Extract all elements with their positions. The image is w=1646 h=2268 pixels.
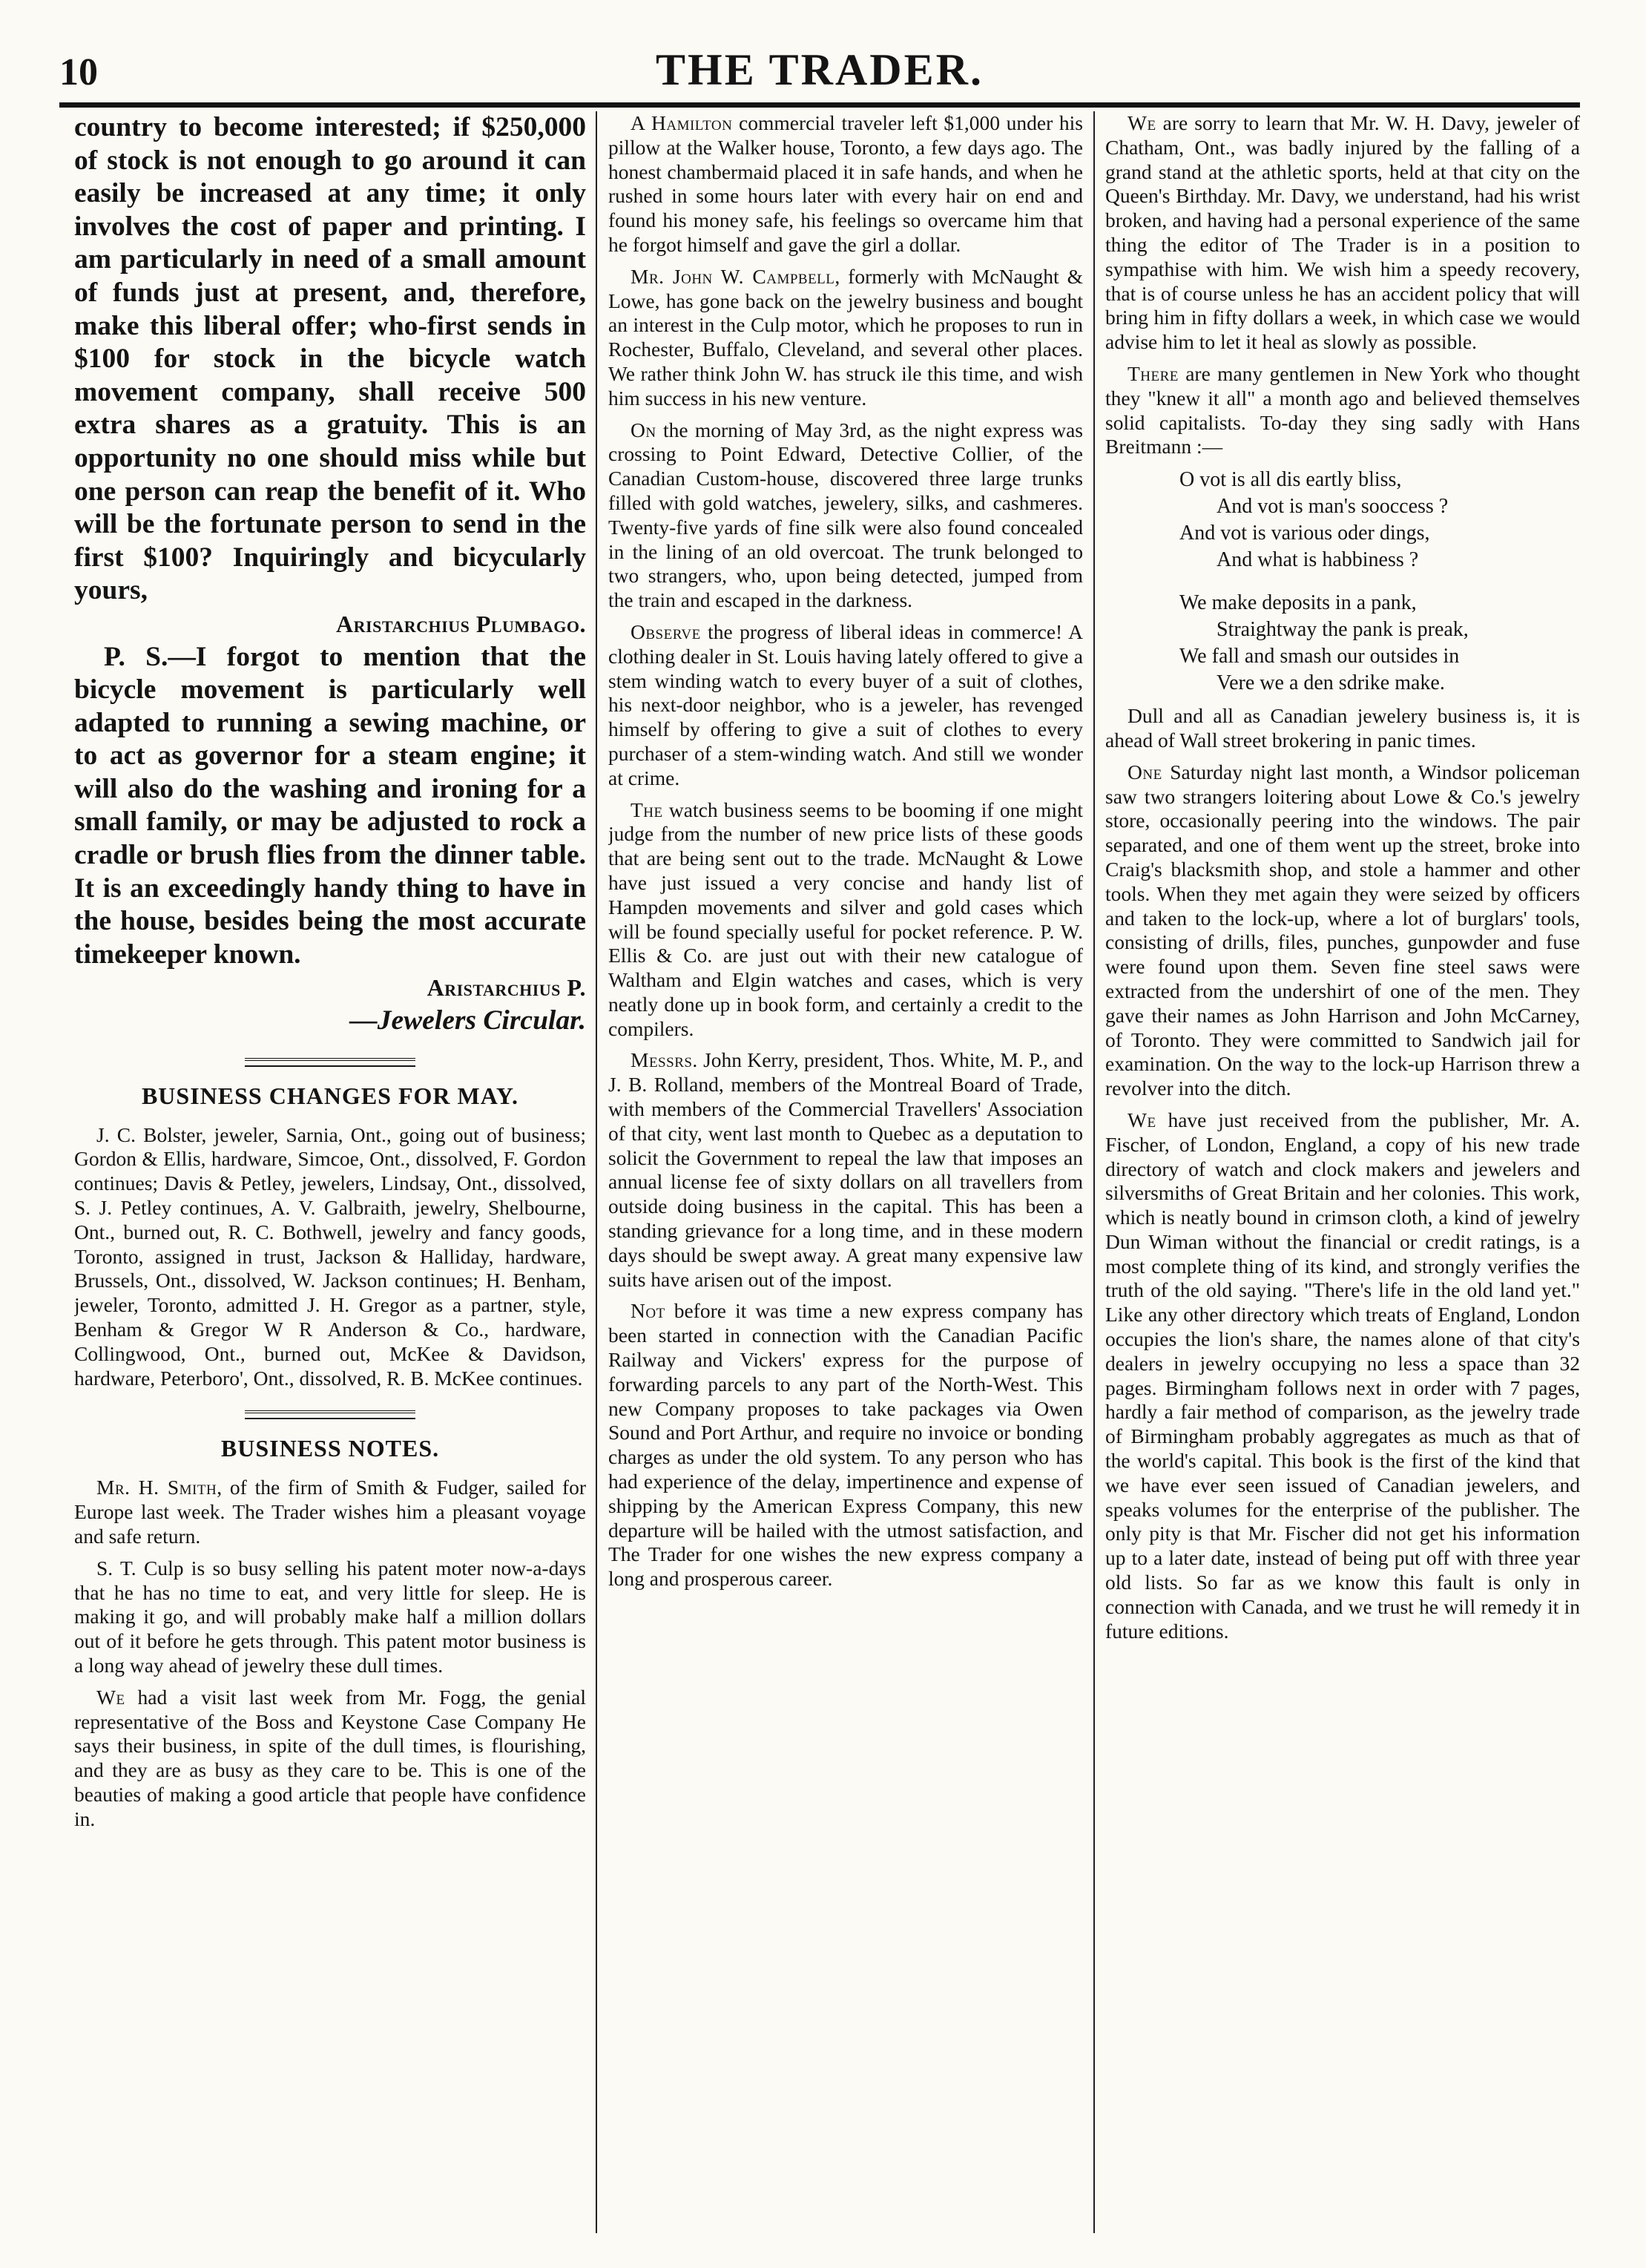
page-header bbox=[59, 45, 1580, 102]
news-item: Mr. John W. Campbell, formerly with McNaught & Lowe, has gone back on the jewelry business and bought an interest in the Culp motor, which he proposes to run in Rochester, Buffalo, Cleveland, and several other places. We rather think John W. has struck ile this time, and wish him success in his new venture. bbox=[608, 264, 1083, 410]
letter-postscript: P. S.—I forgot to mention that the bicycle movement is particularly well adapted to running a sewing machine, or to act as governor for a steam engine; it will also do the washing and ironing for a small family, or may be adjusted to rock a cradle or brush flies from the dinner table. It is an exceedingly handy thing to have in the house, besides being the most accurate timekeeper known. bbox=[74, 641, 586, 970]
column-rule-1 bbox=[596, 111, 597, 2233]
letter-source: —Jewelers Circular. bbox=[349, 1005, 586, 1036]
page-number: 10 bbox=[59, 51, 98, 93]
poem-line: And vot is man's sooccess ? bbox=[1217, 495, 1449, 519]
letter-paragraph: country to become interested; if $250,000 of stock is not enough to go around it can easily be increased at any time; it only involves the cost of paper and printing. I am particularly in need of a small amount of funds just at present, and, therefore, make this liberal offer; who-first sends in $100 for stock in the bicycle watch movement company, shall receive 500 extra shares as a gratuity. This is an opportunity no one should miss while but one person can reap the benefit of it. Who will be the fortunate person to send in the first $100? Inquiringly and bicycularly yours, bbox=[74, 112, 586, 606]
column-1 bbox=[74, 111, 586, 2238]
business-note: We had a visit last week from Mr. Fogg, the genial representative of the Boss and Keystone Case Company He says their business, in spite of the dull times, is flourishing, and they are as busy as they care to be. This is one of the beauties of making a good article that people have confidence in. bbox=[74, 1685, 586, 1830]
news-item: We are sorry to learn that Mr. W. H. Davy, jeweler of Chatham, Ont., was badly injured by the falling of a grand stand at the athletic sports, held at that city on the Queen's Birthday. Mr. Davy, we understand, had his wrist broken, and having had a personal experience of the same thing the editor of The Trader is in a position to sympathise with him. We wish him a speedy recovery, that is of course unless he has an accident policy that will bring him in fifty dollars a week, in which case we would advise him to let it heal as slowly as possible. bbox=[1105, 111, 1580, 354]
business-changes bbox=[74, 1123, 586, 1391]
news-item: Dull and all as Canadian jewelery business is, it is ahead of Wall street brokering in panic times. bbox=[1105, 704, 1580, 752]
poem-line: We fall and smash our outsides in bbox=[1179, 645, 1460, 668]
poem-line: We make deposits in a pank, bbox=[1179, 591, 1417, 615]
news-item: On the morning of May 3rd, as the night express was crossing to Point Edward, Detective Collier, of the Canadian Custom-house, discovered three large trunks filled with gold watches, jewelery, silks, and cashmeres. Twenty-five yards of fine silk were also found concealed in the lining of an old overcoat. The trunk belonged to two strangers, who, upon being detected, jumped from the train and escaped in the darkness. bbox=[608, 418, 1083, 612]
column-rule-2 bbox=[1093, 111, 1095, 2233]
business-notes bbox=[74, 1476, 586, 1831]
news-item: A Hamilton commercial traveler left $1,000 under his pillow at the Walker house, Toronto, a few days ago. The honest chambermaid placed it in safe hands, and when he rushed in some hours later with every hair on end and found his money safe, his feelings so overcame him that he forgot himself and gave the girl a dollar. bbox=[608, 111, 1083, 256]
news-item: Not before it was time a new express company has been started in connection with the Canadian Pacific Railway and Vickers' express for the purpose of forwarding parcels to any part of the North-West. This new Company proposes to take packages via Owen Sound and Port Arthur, and require no invoice or bonding charges as under the old system. To any person who has had experience of the delay, impertinence and expense of shipping by the American Express Company, this new departure will be hailed with the utmost satisfaction, and The Trader for one wishes the new express company a long and prosperous career. bbox=[608, 1299, 1083, 1591]
poem bbox=[1105, 467, 1580, 697]
poem-line: And vot is various oder dings, bbox=[1179, 522, 1430, 545]
column-2-articles bbox=[608, 111, 1083, 1591]
masthead: THE TRADER. bbox=[656, 45, 984, 94]
business-note: S. T. Culp is so busy selling his patent moter now-a-days that he has no time to eat, and very little for sleep. He is making it go, and will probably make half a million dollars out of it before he gets through. This patent motor business is a long way ahead of jewelry these dull times. bbox=[74, 1556, 586, 1677]
letter-signature: Aristarchius Plumbago. bbox=[336, 610, 586, 637]
poem-stanza-gap bbox=[1105, 573, 1580, 590]
letter-signature-short: Aristarchius P. bbox=[427, 974, 586, 1002]
letter-article bbox=[74, 111, 586, 1038]
news-item: Observe the progress of liberal ideas in commerce! A clothing dealer in St. Louis having lately offered to give a stem winding watch to every buyer of a suit of clothes, his next-door neighbor, who is a jeweler, has revenged himself by offering to give a suit of clothes to every purchaser of a stem-winding watch. And still we wonder at crime. bbox=[608, 619, 1083, 789]
news-item: There are many gentlemen in New York who thought they "knew it all" a month ago and believed themselves solid capitalists. To-day they sing sadly with Hans Breitmann :— bbox=[1105, 361, 1580, 458]
business-notes-heading: BUSINESS NOTES. bbox=[220, 1435, 440, 1462]
poem-line: And what is habbiness ? bbox=[1217, 548, 1419, 572]
section-divider bbox=[74, 1410, 586, 1423]
news-item: We have just received from the publisher, Mr. A. Fischer, of London, England, a copy of his new trade directory of watch and clock makers and jewelers and silversmiths of Great Britain and her colonies. This work, which is neatly bound in crimson cloth, a kind of jewelry Dun Wiman without the financial or credit ratings, is a most complete thing of its kind, and strongly verifies the truth of the old saying. "There's life in the old land yet." Like any other directory which treats of England, London occupies the lion's share, the names alone of that city's dealers in jewelry occupying no less a space than 32 pages. Birmingham follows next in order with 7 pages, hardly a fair method of comparison, as the jewelry trade of Birmingham probably aggregates as much as that of the world's capital. This book is the first of the kind that we have ever seen issued of Canadian jewelers, and speaks volumes for the enterprise of the publisher. The only pity is that Mr. Fischer did not get his information up to a later date, instead of being put off with three year old lists. So far as we know this fault is only in connection with Canada, and we trust he will remedy it in future editions. bbox=[1105, 1108, 1580, 1643]
business-note: Mr. H. Smith, of the firm of Smith & Fudger, sailed for Europe last week. The Trader wishes him a pleasant voyage and safe return. bbox=[74, 1476, 586, 1548]
poem-line: O vot is all dis eartly bliss, bbox=[1179, 468, 1402, 492]
business-changes-text: J. C. Bolster, jeweler, Sarnia, Ont., going out of business; Gordon & Ellis, hardware, Simcoe, Ont., dissolved, F. Gordon continues; Davis & Petley, jewelers, Lindsay, Ont., dissolved, S. J. Petley continues, A. V. Galbraith, jewelry, Shelbourne, Ont., burned out, R. C. Bothwell, jewelry and fancy goods, Toronto, assigned in trust, Jackson & Halliday, hardware, Brussels, Ont., dissolved, W. Jackson continues; H. Benham, jeweler, Toronto, admitted J. H. Gregor as a partner, style, Benham & Gregor W R Anderson & Co., hardware, Collingwood, Ont., burned out, McKee & Davidson, hardware, Peterboro', Ont., dissolved, R. B. McKee continues. bbox=[74, 1123, 586, 1390]
business-changes-heading: BUSINESS CHANGES FOR MAY. bbox=[141, 1082, 519, 1109]
section-divider bbox=[74, 1057, 586, 1071]
news-item: The watch business seems to be booming if one might judge from the number of new price lists of these goods that are being sent out to the trade. McNaught & Lowe have just issued a very concise and handy list of Hampden movements and silver and gold cases which will be found specially useful for pocket reference. P. W. Ellis & Co. are just out with their new catalogue of Waltham and Elgin watches and cases, which is very neatly done up in book form, and certainly a credit to the compilers. bbox=[608, 798, 1083, 1040]
news-item: Messrs. John Kerry, president, Thos. White, M. P., and J. B. Rolland, members of the Montreal Board of Trade, with members of the Commercial Travellers' Association of that city, went last month to Quebec as a deputation to solicit the Government to repeal the law that imposes an annual license fee of sixty dollars on all travellers from outside doing business in the capital. This has been a standing grievance for a long time, and in these modern days should be swept away. A great many expensive law suits have arisen out of the impost. bbox=[608, 1048, 1083, 1291]
poem-line: Straightway the pank is preak, bbox=[1217, 618, 1469, 642]
poem-line: Vere we a den sdrike make. bbox=[1217, 671, 1445, 695]
column-3-articles bbox=[1105, 111, 1580, 1643]
column-3 bbox=[1105, 111, 1580, 2238]
column-2 bbox=[608, 111, 1083, 2238]
news-item: One Saturday night last month, a Windsor policeman saw two strangers loitering about Lowe & Co.'s jewelry store, occasionally peering into the windows. The pair separated, and one of them went up the street, broke into Craig's blacksmith shop, and stole a hammer and other tools. When they met again they were seized by officers and taken to the lock-up, where a lot of burglars' tools, consisting of drills, files, punches, gunpowder and fuse were found upon them. Seven fine steel saws were extracted from the undershirt of one of the men. They gave their names as John Harrison and John McCarney, of Toronto. They were committed to Sandwich jail for examination. On the way to the lock-up Harrison threw a revolver into the ditch. bbox=[1105, 760, 1580, 1100]
header-rule bbox=[59, 102, 1580, 108]
